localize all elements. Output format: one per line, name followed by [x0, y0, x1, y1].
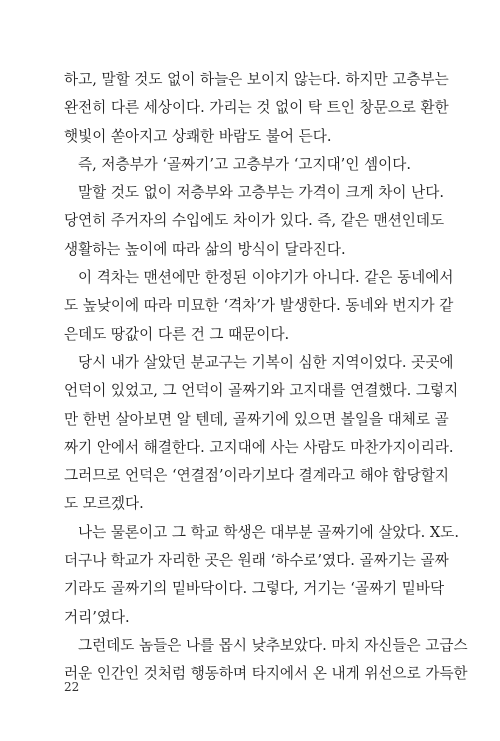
text-line: 짜기 안에서 해결한다. 고지대에 사는 사람도 마찬가지이리라.	[64, 438, 454, 456]
text-line: 나는 물론이고 그 학교 학생은 대부분 골짜기에 살았다. X도.	[78, 523, 460, 541]
text-line: 완전히 다른 세상이다. 가리는 것 없이 탁 트인 창문으로 환한	[64, 99, 449, 117]
text-line: 말할 것도 없이 저층부와 고층부는 가격이 크게 차이 난다.	[78, 184, 444, 202]
text-line: 그런데도 놈들은 나를 몹시 낮추보았다. 마치 자신들은 고급스	[78, 636, 468, 654]
text-line: 이 격차는 맨션에만 한정된 이야기가 아니다. 같은 동네에서	[78, 269, 454, 287]
text-line: 당시 내가 살았던 분교구는 기복이 심한 지역이었다. 곳곳에	[78, 353, 454, 371]
text-line: 거리’였다.	[64, 608, 130, 626]
text-line: 도 모르겠다.	[64, 495, 144, 513]
text-line: 기라도 골짜기의 밑바닥이다. 그렇다, 거기는 ‘골짜기 밑바닥	[64, 580, 445, 598]
text-line: 생활하는 높이에 따라 삶의 방식이 달라진다.	[64, 240, 346, 258]
text-line: 도 높낮이에 따라 미묘한 ‘격차’가 발생한다. 동네와 번지가 같	[64, 297, 454, 315]
text-line: 햇빛이 쏟아지고 상쾌한 바람도 불어 든다.	[64, 127, 332, 145]
page-number: 22	[64, 680, 80, 694]
text-line: 러운 인간인 것처럼 행동하며 타지에서 온 내게 위선으로 가득한	[64, 665, 468, 683]
text-line: 당연히 주거자의 수입에도 차이가 있다. 즉, 같은 맨션인데도	[64, 212, 445, 230]
text-line: 더구나 학교가 자리한 곳은 원래 ‘하수로’였다. 골짜기는 골짜	[64, 552, 449, 570]
text-line: 즉, 저층부가 ‘골짜기’고 고층부가 ‘고지대’인 셈이다.	[78, 155, 411, 173]
text-line: 은데도 땅값이 다른 건 그 때문이다.	[64, 325, 290, 343]
body-text	[64, 66, 468, 689]
text-line: 언덕이 있었고, 그 언덕이 골짜기와 고지대를 연결했다. 그렇지	[64, 382, 459, 400]
text-line: 만 한번 살아보면 알 텐데, 골짜기에 있으면 볼일을 대체로 골	[64, 410, 449, 428]
text-line: 하고, 말할 것도 없이 하늘은 보이지 않는다. 하지만 고층부는	[64, 71, 449, 88]
text-line: 그러므로 언덕은 ‘연결점’이라기보다 결계라고 해야 합당할지	[64, 467, 449, 485]
